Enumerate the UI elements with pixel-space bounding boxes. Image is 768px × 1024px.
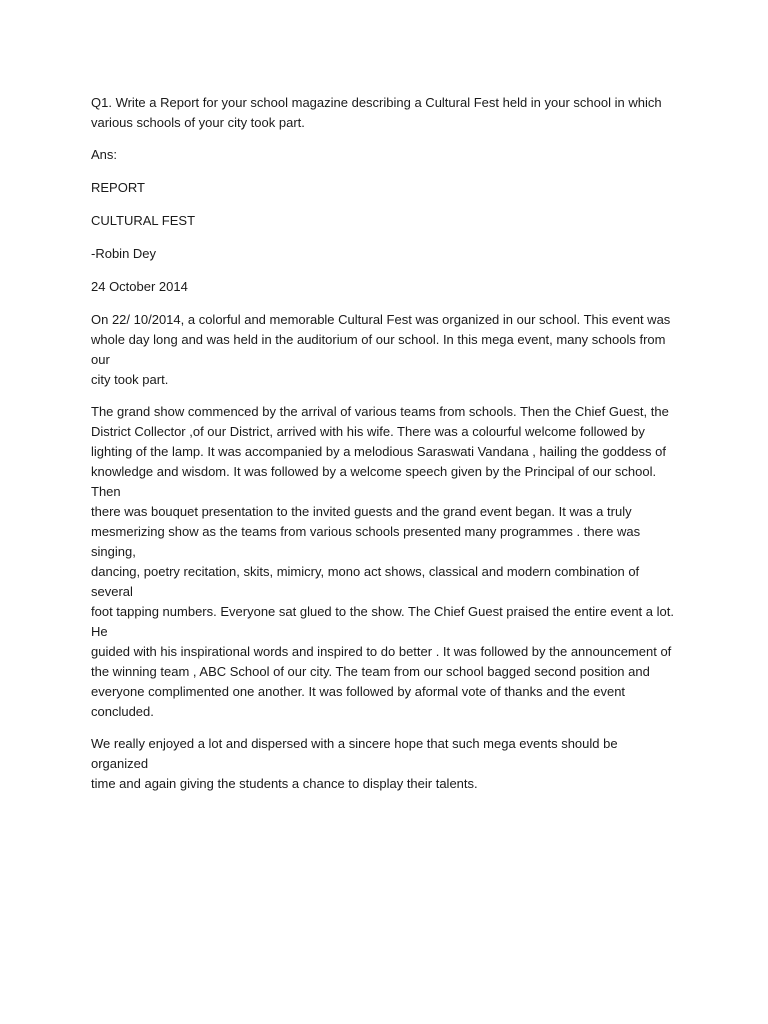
- paragraph-line: guided with his inspirational words and inspired to do better . It was followed by the announcement of: [91, 644, 672, 659]
- paragraph-line: lighting of the lamp. It was accompanied by a melodious Saraswati Vandana , hailing the goddess of: [91, 444, 666, 459]
- question-line: various schools of your city took part.: [91, 115, 305, 130]
- paragraph-line: The grand show commenced by the arrival of various teams from schools. Then the Chief Guest, the: [91, 404, 669, 419]
- question-paragraph: [91, 93, 678, 133]
- body-paragraph-3: [91, 734, 678, 794]
- report-label: REPORT: [91, 180, 145, 195]
- paragraph-line: foot tapping numbers. Everyone sat glued to the show. The Chief Guest praised the entire event a lot. He: [91, 604, 674, 639]
- paragraph-line: knowledge and wisdom. It was followed by a welcome speech given by the Principal of our school. Then: [91, 464, 657, 499]
- paragraph-line: On 22/ 10/2014, a colorful and memorable Cultural Fest was organized in our school. This event was: [91, 312, 671, 327]
- paragraph-line: concluded.: [91, 704, 154, 719]
- paragraph-line: everyone complimented one another. It was followed by aformal vote of thanks and the event: [91, 684, 626, 699]
- question-line: Q1. Write a Report for your school magazine describing a Cultural Fest held in your school in which: [91, 95, 662, 110]
- paragraph-line: whole day long and was held in the auditorium of our school. In this mega event, many schools from our: [91, 332, 666, 367]
- paragraph-line: time and again giving the students a chance to display their talents.: [91, 776, 478, 791]
- paragraph-line: the winning team , ABC School of our city. The team from our school bagged second position and: [91, 664, 650, 679]
- paragraph-line: city took part.: [91, 372, 169, 387]
- date-line: 24 October 2014: [91, 279, 188, 294]
- paragraph-line: District Collector ,of our District, arrived with his wife. There was a colourful welcome followed by: [91, 424, 645, 439]
- paragraph-line: dancing, poetry recitation, skits, mimicry, mono act shows, classical and modern combination of several: [91, 564, 640, 599]
- answer-label: Ans:: [91, 147, 118, 162]
- body-paragraph-2: [91, 402, 678, 722]
- body-paragraph-1: [91, 310, 678, 390]
- report-title: CULTURAL FEST: [91, 213, 196, 228]
- paragraph-line: mesmerizing show as the teams from various schools presented many programmes . there was singing,: [91, 524, 641, 559]
- author-line: -Robin Dey: [91, 246, 157, 261]
- paragraph-line: there was bouquet presentation to the invited guests and the grand event began. It was a truly: [91, 504, 632, 519]
- paragraph-line: We really enjoyed a lot and dispersed with a sincere hope that such mega events should be organized: [91, 736, 618, 771]
